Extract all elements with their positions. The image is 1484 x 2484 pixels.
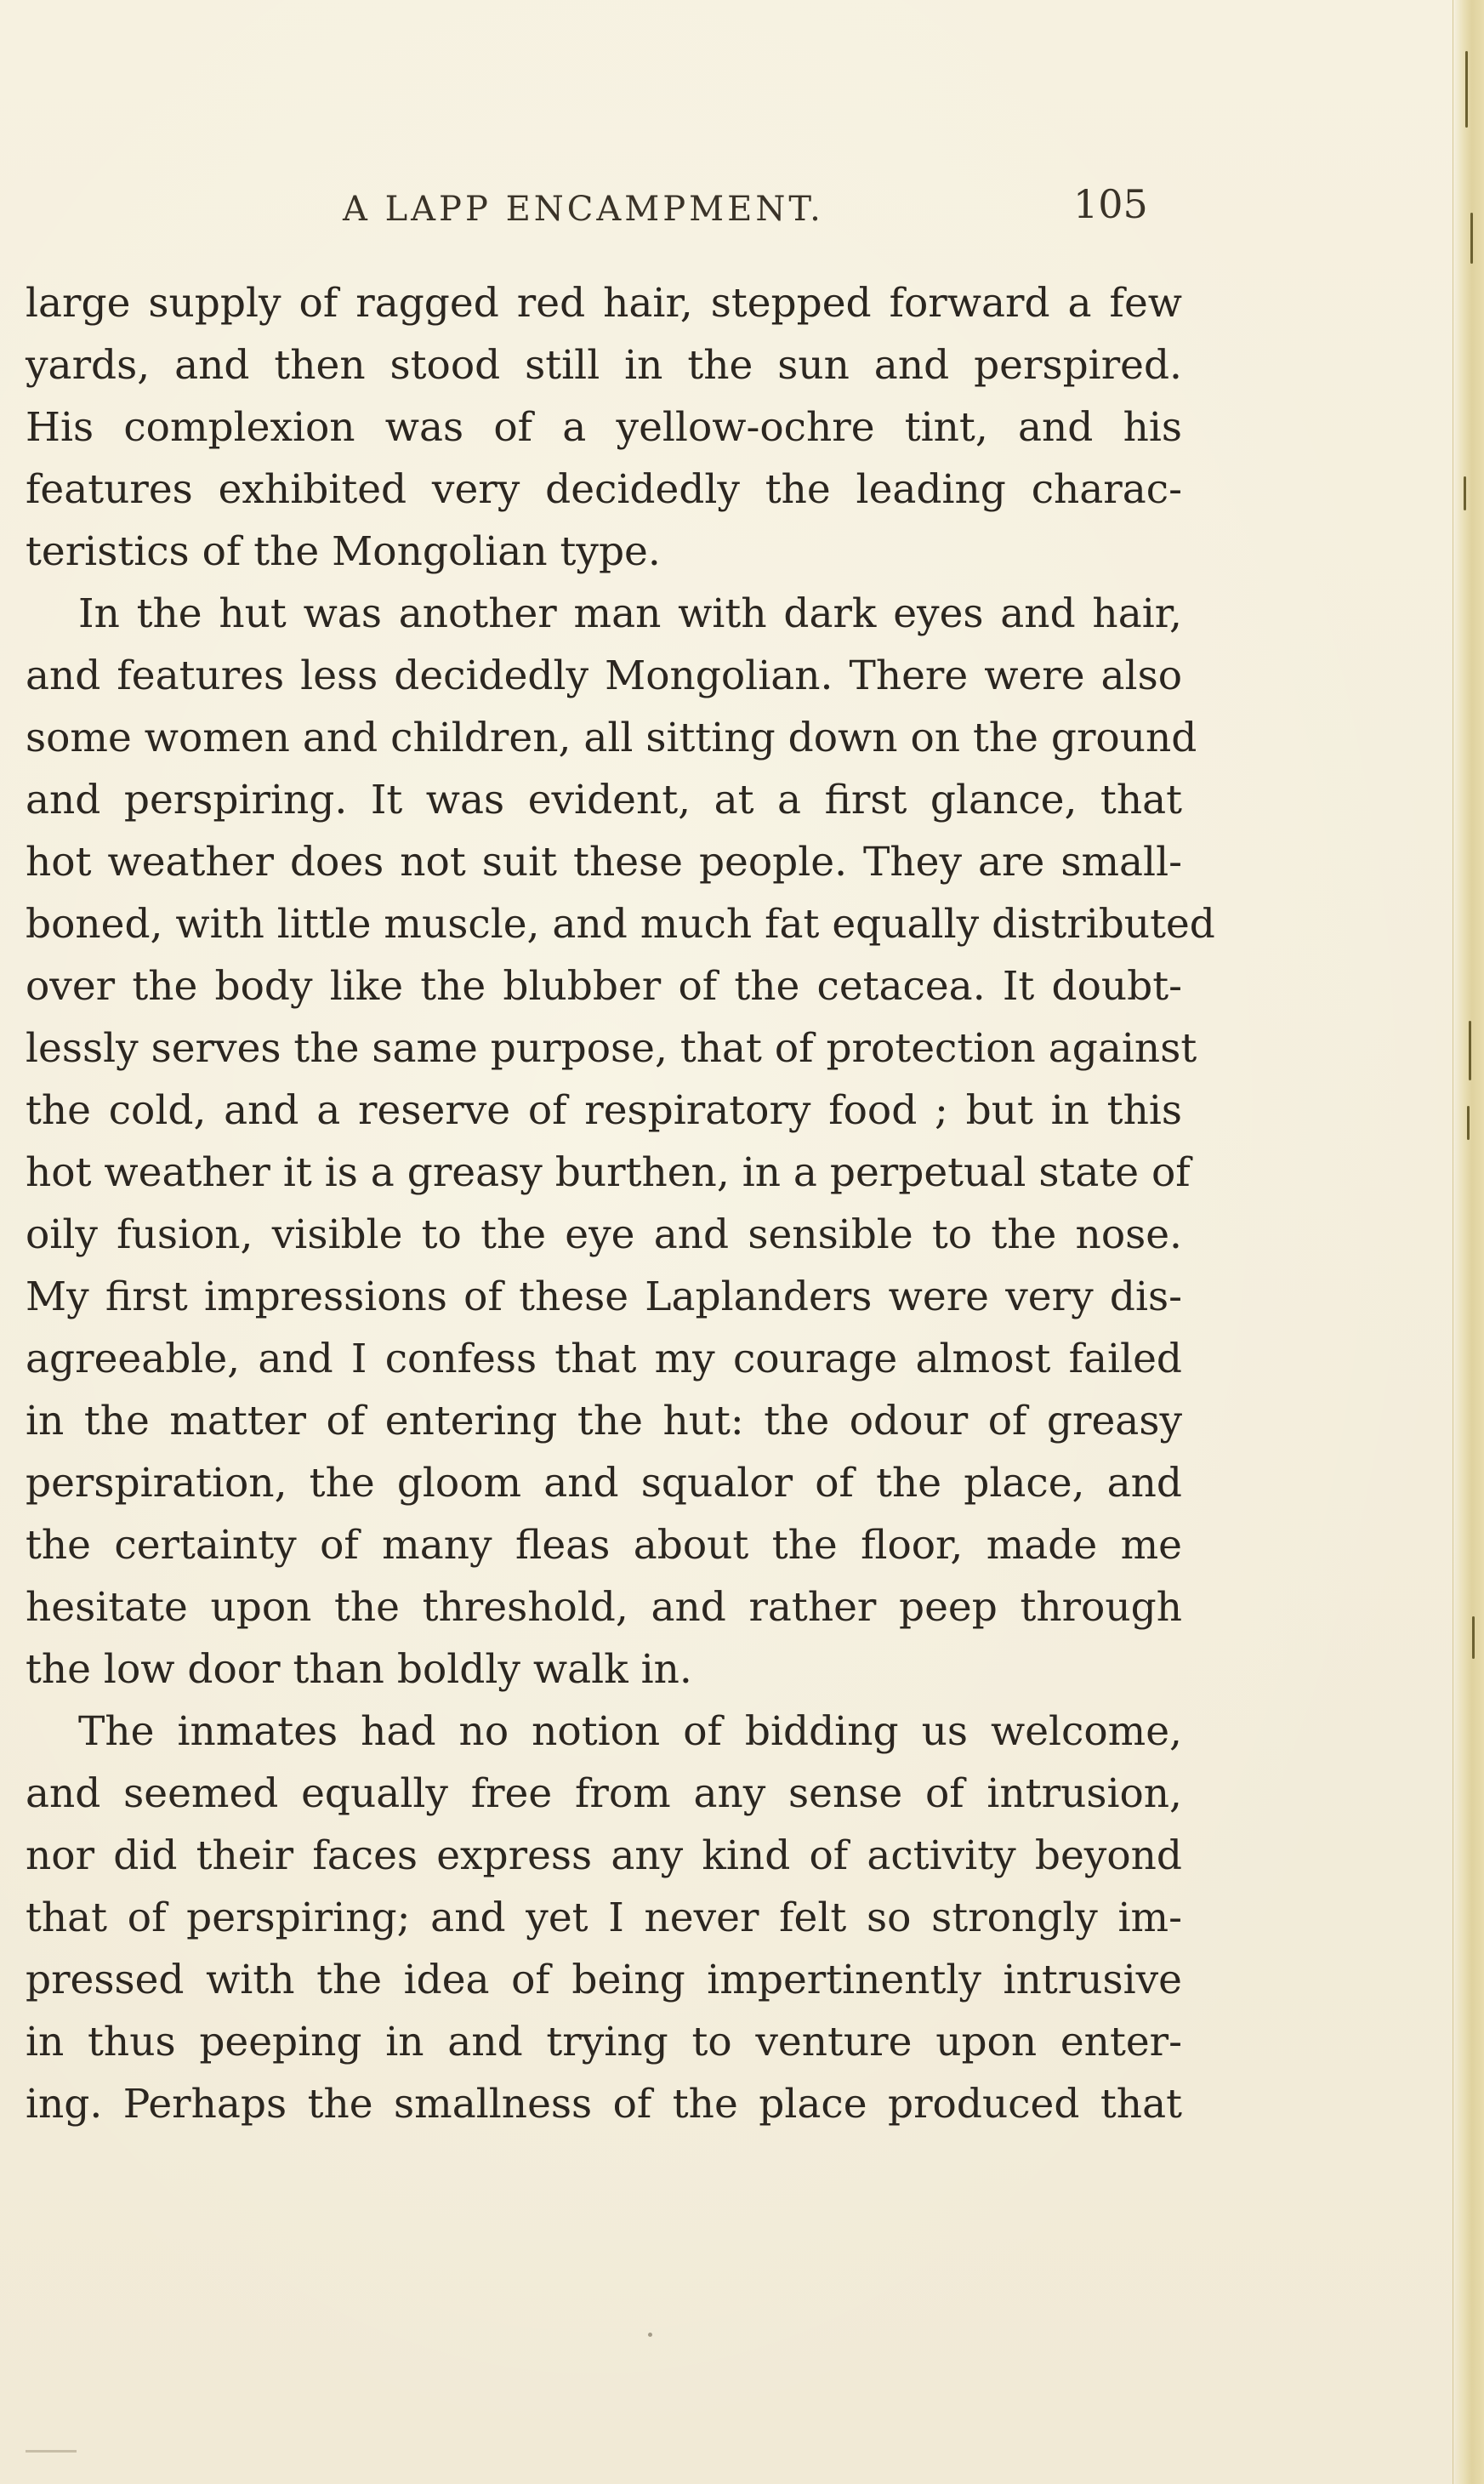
- text-line: boned, with little muscle, and much fat equally distributed: [26, 901, 1215, 948]
- edge-stain: [1464, 476, 1466, 510]
- page-number: 105: [1073, 181, 1148, 227]
- text-line: The inmates had no notion of bidding us welcome,: [78, 1708, 1182, 1755]
- text-line: hot weather it is a greasy burthen, in a perpetual state of: [26, 1149, 1191, 1196]
- text-line: teristics of the Mongolian type.: [26, 528, 661, 575]
- text-line: the cold, and a reserve of respiratory food ; but in this: [26, 1087, 1182, 1134]
- text-line: in thus peeping in and trying to venture upon enter-: [26, 2019, 1182, 2065]
- text-line: the low door than boldly walk in.: [26, 1646, 692, 1693]
- text-line: features exhibited very decidedly the leading charac-: [26, 466, 1182, 513]
- text-line: some women and children, all sitting down on the ground: [26, 715, 1197, 761]
- text-line: and features less decidedly Mongolian. There were also: [26, 652, 1182, 699]
- edge-stain: [1472, 1616, 1475, 1659]
- text-line: In the hut was another man with dark eyes and hair,: [78, 590, 1182, 637]
- paper-speck: [648, 2333, 652, 2337]
- text-line: in the matter of entering the hut: the odour of greasy: [26, 1398, 1182, 1444]
- text-line: and seemed equally free from any sense of intrusion,: [26, 1770, 1182, 1817]
- page-header: [0, 174, 1484, 234]
- text-line: over the body like the blubber of the cetacea. It doubt-: [26, 963, 1182, 1010]
- text-line: and perspiring. It was evident, at a first glance, that: [26, 777, 1182, 823]
- edge-stain: [1467, 1106, 1470, 1140]
- text-line: pressed with the idea of being impertinently intrusive: [26, 1957, 1182, 2003]
- paper-mark: [26, 2450, 77, 2453]
- text-line: lessly serves the same purpose, that of protection against: [26, 1025, 1197, 1072]
- text-line: hot weather does not suit these people. They are small-: [26, 839, 1182, 886]
- text-line: large supply of ragged red hair, stepped forward a few: [26, 280, 1182, 327]
- page-edge: [1453, 0, 1484, 2484]
- text-line: ing. Perhaps the smallness of the place produced that: [26, 2081, 1182, 2128]
- text-line: agreeable, and I confess that my courage almost failed: [26, 1336, 1182, 1382]
- text-line: My first impressions of these Laplanders were very dis-: [26, 1273, 1182, 1320]
- running-head: A LAPP ENCAMPMENT.: [343, 190, 824, 229]
- text-line: perspiration, the gloom and squalor of the place, and: [26, 1460, 1182, 1507]
- edge-stain: [1465, 51, 1468, 128]
- text-line: that of perspiring; and yet I never felt so strongly im-: [26, 1894, 1182, 1941]
- text-line: yards, and then stood still in the sun and perspired.: [26, 342, 1182, 389]
- text-line: hesitate upon the threshold, and rather peep through: [26, 1584, 1182, 1631]
- text-line: nor did their faces express any kind of activity beyond: [26, 1832, 1182, 1879]
- text-line: His complexion was of a yellow-ochre tint, and his: [26, 404, 1182, 451]
- edge-stain: [1469, 1021, 1471, 1080]
- text-line: the certainty of many fleas about the floor, made me: [26, 1522, 1182, 1569]
- text-line: oily fusion, visible to the eye and sensible to the nose.: [26, 1211, 1182, 1258]
